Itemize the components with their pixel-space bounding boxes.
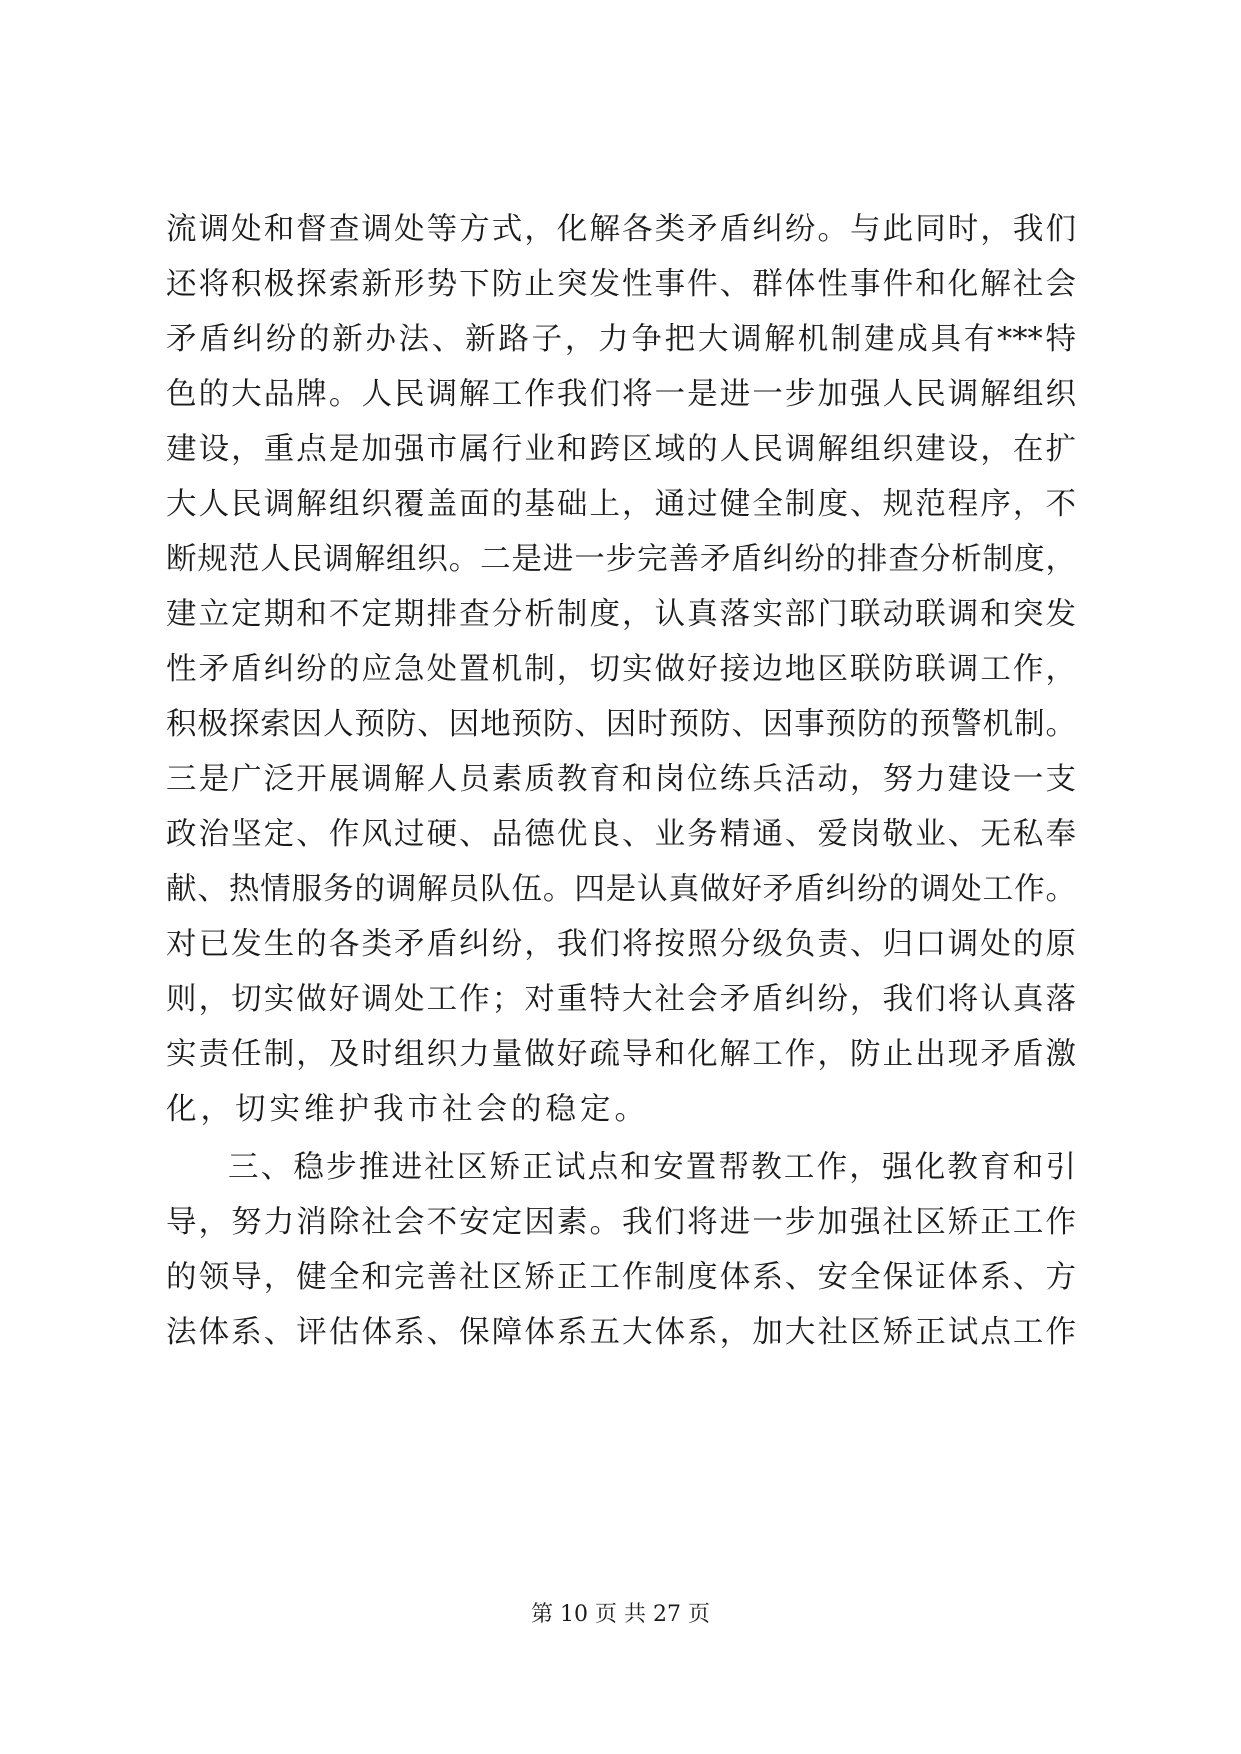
body-text-line: 则，切实做好调处工作；对重特大社会矛盾纠纷，我们将认真落 (166, 982, 1076, 1017)
body-text-line: 积极探索因人预防、因地预防、因时预防、因事预防的预警机制。 (166, 707, 1076, 742)
body-text-line: 的领导，健全和完善社区矫正工作制度体系、安全保证体系、方 (166, 1260, 1076, 1295)
body-text-line: 政治坚定、作风过硬、品德优良、业务精通、爱岗敬业、无私奉 (166, 817, 1076, 852)
body-text-line: 实责任制，及时组织力量做好疏导和化解工作，防止出现矛盾激 (166, 1037, 1076, 1072)
body-text-line: 对已发生的各类矛盾纠纷，我们将按照分级负责、归口调处的原 (166, 927, 1076, 962)
body-text-line: 矛盾纠纷的新办法、新路子，力争把大调解机制建成具有***特 (166, 322, 1076, 357)
body-text-line: 流调处和督查调处等方式，化解各类矛盾纠纷。与此同时，我们 (166, 212, 1076, 247)
section-heading-line: 三、稳步推进社区矫正试点和安置帮教工作，强化教育和引 (228, 1150, 1076, 1185)
body-text-line: 色的大品牌。人民调解工作我们将一是进一步加强人民调解组织 (166, 377, 1076, 412)
body-text-line: 法体系、评估体系、保障体系五大体系，加大社区矫正试点工作 (166, 1315, 1076, 1350)
body-text-line: 化，切实维护我市社会的稳定。 (166, 1092, 649, 1127)
body-text-line: 大人民调解组织覆盖面的基础上，通过健全制度、规范程序，不 (166, 487, 1076, 522)
body-text-line: 建设，重点是加强市属行业和跨区域的人民调解组织建设，在扩 (166, 432, 1076, 467)
body-text-line: 还将积极探索新形势下防止突发性事件、群体性事件和化解社会 (166, 267, 1076, 302)
body-text-line: 导，努力消除社会不安定因素。我们将进一步加强社区矫正工作 (166, 1205, 1076, 1240)
body-text-line: 性矛盾纠纷的应急处置机制，切实做好接边地区联防联调工作， (166, 652, 1076, 687)
page-number-footer: 第 10 页 共 27 页 (531, 1602, 710, 1627)
body-text-line: 断规范人民调解组织。二是进一步完善矛盾纠纷的排查分析制度， (166, 542, 1076, 577)
body-text-line: 建立定期和不定期排查分析制度，认真落实部门联动联调和突发 (166, 597, 1076, 632)
body-text-line: 三是广泛开展调解人员素质教育和岗位练兵活动，努力建设一支 (166, 762, 1076, 797)
body-text-line: 献、热情服务的调解员队伍。四是认真做好矛盾纠纷的调处工作。 (166, 872, 1076, 907)
